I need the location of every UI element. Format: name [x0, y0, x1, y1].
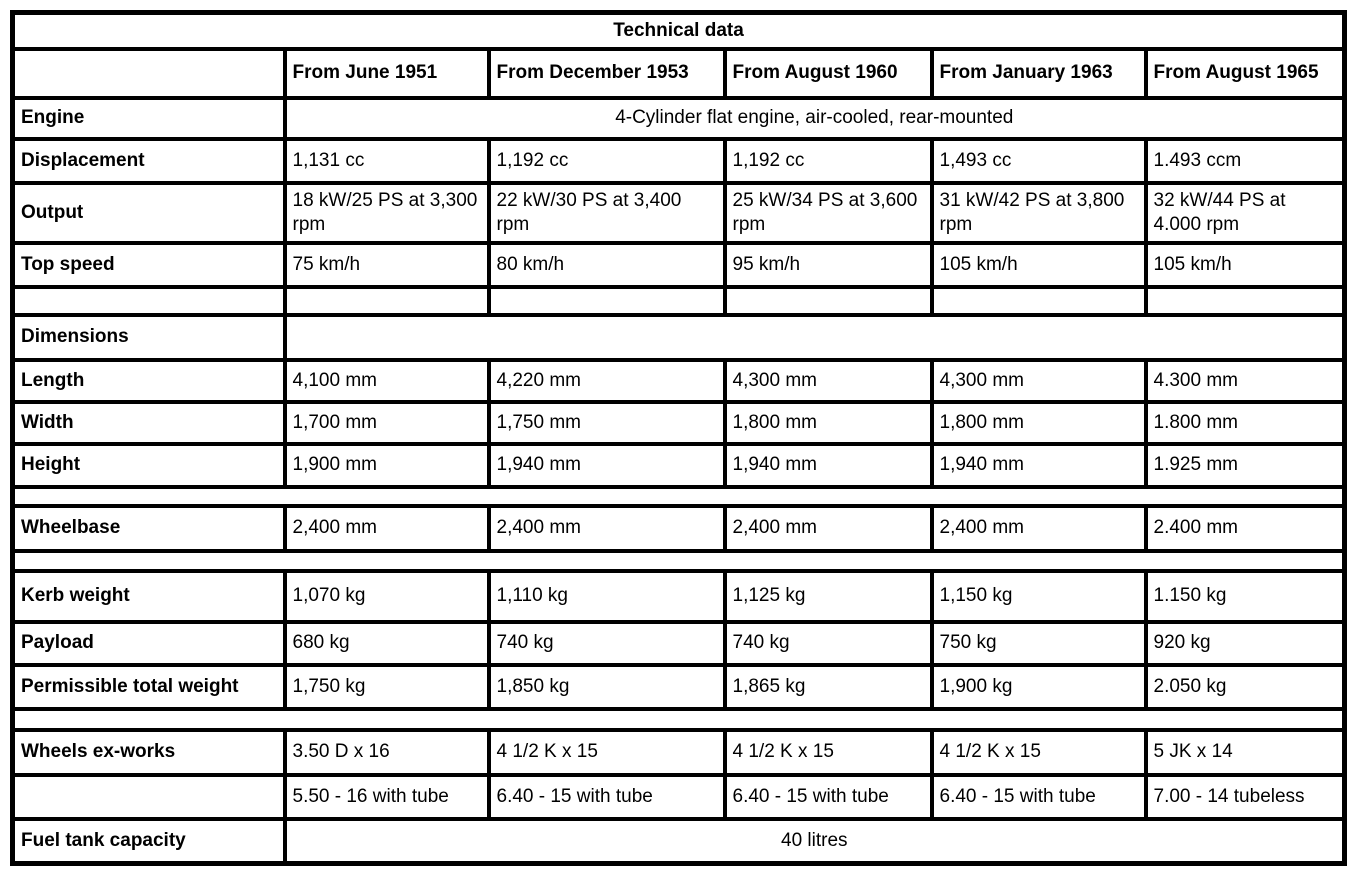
top-speed-row	[13, 243, 1345, 287]
dimensions-section-span	[285, 315, 1345, 360]
wheels-value: 4 1/2 K x 15	[489, 730, 725, 775]
kerb-weight-value: 1,110 kg	[489, 571, 725, 622]
empty-cell	[932, 287, 1146, 315]
width-value: 1,800 mm	[725, 402, 932, 444]
empty-cell	[13, 287, 285, 315]
row-label-wheelbase: Wheelbase	[13, 506, 285, 551]
engine-row	[13, 98, 1345, 139]
wheels-value: 4 1/2 K x 15	[932, 730, 1146, 775]
dimensions-section-row	[13, 315, 1345, 360]
corner-cell	[13, 49, 285, 98]
payload-value: 920 kg	[1146, 622, 1345, 665]
output-value: 32 kW/44 PS at 4.000 rpm	[1146, 183, 1345, 243]
kerb-weight-value: 1,125 kg	[725, 571, 932, 622]
fuel-tank-value: 40 litres	[285, 819, 1345, 864]
output-value: 31 kW/42 PS at 3,800 rpm	[932, 183, 1146, 243]
width-value: 1,700 mm	[285, 402, 489, 444]
row-label-kerb-weight: Kerb weight	[13, 571, 285, 622]
width-row	[13, 402, 1345, 444]
kerb-weight-value: 1,070 kg	[285, 571, 489, 622]
fuel-tank-capacity-row	[13, 819, 1345, 864]
row-label-output: Output	[13, 183, 285, 243]
height-value: 1,940 mm	[932, 444, 1146, 487]
wheelbase-value: 2,400 mm	[725, 506, 932, 551]
kerb-weight-value: 1,150 kg	[932, 571, 1146, 622]
column-header-august-1960: From August 1960	[725, 49, 932, 98]
wheelbase-value: 2,400 mm	[285, 506, 489, 551]
height-value: 1.925 mm	[1146, 444, 1345, 487]
row-label-top-speed: Top speed	[13, 243, 285, 287]
wheels-value: 5 JK x 14	[1146, 730, 1345, 775]
wheels-value: 3.50 D x 16	[285, 730, 489, 775]
row-label-fuel-tank-capacity: Fuel tank capacity	[13, 819, 285, 864]
displacement-value: 1,493 cc	[932, 139, 1146, 183]
spacer-row	[13, 709, 1345, 730]
spacer-row	[13, 487, 1345, 506]
tyre-value: 7.00 - 14 tubeless	[1146, 775, 1345, 819]
column-header-december-1953: From December 1953	[489, 49, 725, 98]
output-value: 25 kW/34 PS at 3,600 rpm	[725, 183, 932, 243]
payload-value: 680 kg	[285, 622, 489, 665]
permissible-weight-value: 1,850 kg	[489, 665, 725, 709]
output-value: 18 kW/25 PS at 3,300 rpm	[285, 183, 489, 243]
wheels-ex-works-row	[13, 730, 1345, 775]
technical-data-table	[10, 10, 1347, 866]
displacement-value: 1,192 cc	[489, 139, 725, 183]
displacement-value: 1.493 ccm	[1146, 139, 1345, 183]
column-header-august-1965: From August 1965	[1146, 49, 1345, 98]
height-value: 1,900 mm	[285, 444, 489, 487]
row-label-width: Width	[13, 402, 285, 444]
top-speed-value: 105 km/h	[932, 243, 1146, 287]
output-row	[13, 183, 1345, 243]
column-header-january-1963: From January 1963	[932, 49, 1146, 98]
empty-cell	[1146, 287, 1345, 315]
payload-value: 740 kg	[489, 622, 725, 665]
displacement-row	[13, 139, 1345, 183]
height-value: 1,940 mm	[489, 444, 725, 487]
row-label-length: Length	[13, 360, 285, 402]
length-value: 4,100 mm	[285, 360, 489, 402]
height-value: 1,940 mm	[725, 444, 932, 487]
spacer-row	[13, 551, 1345, 571]
spacer-cell	[13, 709, 1345, 730]
section-label-dimensions: Dimensions	[13, 315, 285, 360]
engine-value: 4-Cylinder flat engine, air-cooled, rear-mounted	[285, 98, 1345, 139]
tyre-value: 6.40 - 15 with tube	[725, 775, 932, 819]
top-speed-value: 75 km/h	[285, 243, 489, 287]
width-value: 1.800 mm	[1146, 402, 1345, 444]
output-value: 22 kW/30 PS at 3,400 rpm	[489, 183, 725, 243]
length-value: 4.300 mm	[1146, 360, 1345, 402]
width-value: 1,750 mm	[489, 402, 725, 444]
permissible-weight-value: 2.050 kg	[1146, 665, 1345, 709]
kerb-weight-row	[13, 571, 1345, 622]
wheelbase-value: 2,400 mm	[489, 506, 725, 551]
permissible-total-weight-row	[13, 665, 1345, 709]
payload-value: 740 kg	[725, 622, 932, 665]
top-speed-value: 105 km/h	[1146, 243, 1345, 287]
empty-cell	[725, 287, 932, 315]
empty-cell	[489, 287, 725, 315]
payload-value: 750 kg	[932, 622, 1146, 665]
length-row	[13, 360, 1345, 402]
row-label-height: Height	[13, 444, 285, 487]
tyres-row	[13, 775, 1345, 819]
wheelbase-value: 2,400 mm	[932, 506, 1146, 551]
title-row	[13, 13, 1345, 49]
table-title: Technical data	[13, 13, 1345, 49]
row-label-displacement: Displacement	[13, 139, 285, 183]
column-header-row	[13, 49, 1345, 98]
row-label-empty	[13, 775, 285, 819]
row-label-wheels-ex-works: Wheels ex-works	[13, 730, 285, 775]
length-value: 4,220 mm	[489, 360, 725, 402]
spacer-cell	[13, 551, 1345, 571]
wheels-value: 4 1/2 K x 15	[725, 730, 932, 775]
tyre-value: 6.40 - 15 with tube	[489, 775, 725, 819]
height-row	[13, 444, 1345, 487]
row-label-permissible-total-weight: Permissible total weight	[13, 665, 285, 709]
displacement-value: 1,131 cc	[285, 139, 489, 183]
kerb-weight-value: 1.150 kg	[1146, 571, 1345, 622]
column-header-june-1951: From June 1951	[285, 49, 489, 98]
payload-row	[13, 622, 1345, 665]
tyre-value: 5.50 - 16 with tube	[285, 775, 489, 819]
width-value: 1,800 mm	[932, 402, 1146, 444]
empty-cell	[285, 287, 489, 315]
length-value: 4,300 mm	[932, 360, 1146, 402]
permissible-weight-value: 1,865 kg	[725, 665, 932, 709]
spacer-cell	[13, 487, 1345, 506]
top-speed-value: 95 km/h	[725, 243, 932, 287]
empty-cells-row	[13, 287, 1345, 315]
row-label-engine: Engine	[13, 98, 285, 139]
wheelbase-row	[13, 506, 1345, 551]
tyre-value: 6.40 - 15 with tube	[932, 775, 1146, 819]
wheelbase-value: 2.400 mm	[1146, 506, 1345, 551]
length-value: 4,300 mm	[725, 360, 932, 402]
permissible-weight-value: 1,900 kg	[932, 665, 1146, 709]
displacement-value: 1,192 cc	[725, 139, 932, 183]
row-label-payload: Payload	[13, 622, 285, 665]
top-speed-value: 80 km/h	[489, 243, 725, 287]
permissible-weight-value: 1,750 kg	[285, 665, 489, 709]
